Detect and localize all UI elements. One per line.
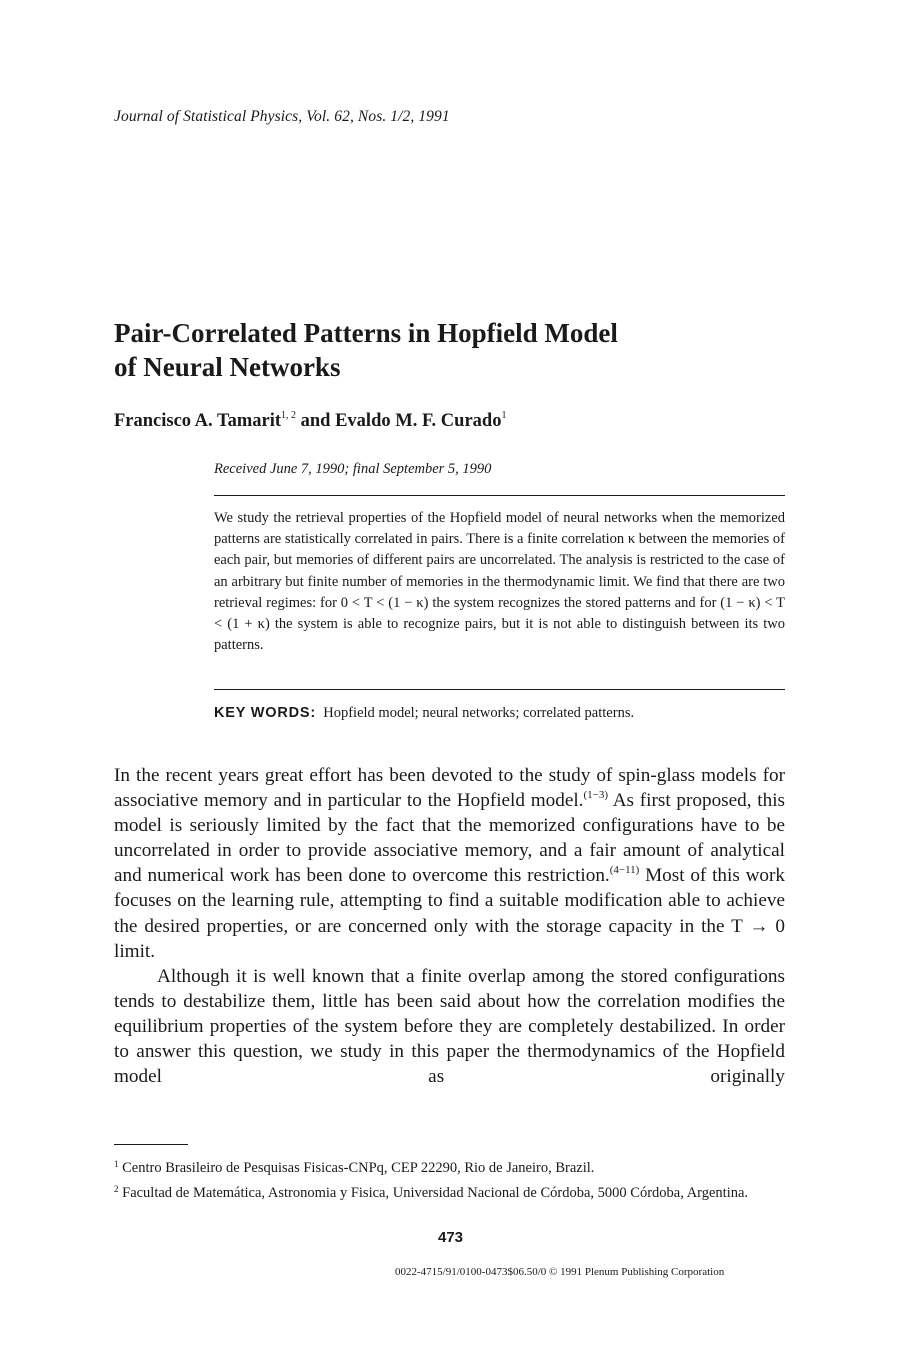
abstract-bottom-rule <box>214 689 785 690</box>
footnote-marker: 1 <box>114 1159 119 1169</box>
author-conjunction: and <box>296 411 336 431</box>
affiliation-marker: 1 <box>501 410 507 421</box>
title-line-2: of Neural Networks <box>114 352 341 382</box>
citation-ref: (1−3) <box>583 789 609 802</box>
citation-ref: (4−11) <box>609 864 640 877</box>
keywords-label: KEY WORDS: <box>214 705 316 721</box>
footnote-marker: 2 <box>114 1184 119 1194</box>
title-line-1: Pair-Correlated Patterns in Hopfield Model <box>114 318 618 348</box>
body-text-span: In the recent years great effort has been devoted to the study of spin-glass models for associative memory and in particular to the Hopfield model. <box>114 765 785 812</box>
paragraph: Although it is well known that a finite overlap among the stored configurations tends to destabilize them, little has been said about how the correlation modifies the equilibrium properties of the system before they are completely destabilized. In order to answer this question, we study in this paper the thermodynamics of the Hopfield model as originally <box>114 965 785 1088</box>
body-text <box>114 763 785 1089</box>
footnote-text: Centro Brasileiro de Pesquisas Fisicas-CNPq, CEP 22290, Rio de Janeiro, Brazil. <box>118 1160 595 1176</box>
abstract-top-rule <box>214 495 785 496</box>
paragraph <box>114 763 785 964</box>
keywords-text: Hopfield model; neural networks; correlated patterns. <box>323 705 635 721</box>
footnote <box>114 1154 785 1179</box>
footnotes <box>114 1154 785 1204</box>
paper-title <box>114 316 814 384</box>
author-name: Evaldo M. F. Curado <box>335 411 502 431</box>
affiliation-marker: 1, 2 <box>281 410 297 421</box>
page-number: 473 <box>437 1229 464 1246</box>
received-dates: Received June 7, 1990; final September 5, 1990 <box>214 461 492 477</box>
footnote-text: Facultad de Matemática, Astronomia y Fisica, Universidad Nacional de Córdoba, 5000 Córdoba, Argentina. <box>118 1185 749 1201</box>
footnote-rule <box>114 1144 188 1145</box>
keywords-line <box>214 705 634 722</box>
footnote <box>114 1179 785 1204</box>
body-text-span: Most of this work focuses on the learning rule, attempting to find a suitable modification able to achieve the desired properties, or are concerned only with the storage capacity in the T → 0 limit. <box>114 865 785 962</box>
author-line <box>114 410 506 432</box>
author-name: Francisco A. Tamarit <box>114 411 282 431</box>
body-text-span: As first proposed, this model is seriously limited by the fact that the memorized configurations have to be uncorrelated in order to provide associative memory, and a fair amount of analytical and numerical work has been done to overcome this restriction. <box>114 790 785 887</box>
abstract-text: We study the retrieval properties of the Hopfield model of neural networks when the memorized patterns are statistically correlated in pairs. There is a finite correlation κ between the memories of each pair, but memories of different pairs are uncorrelated. The analysis is restricted to the case of an arbitrary but finite number of memories in the thermodynamic limit. We find that there are two retrieval regimes: for 0 < T < (1 − κ) the system recognizes the stored patterns and for (1 − κ) < T < (1 + κ) the system is able to recognize pairs, but it is not able to distinguish between its two patterns. <box>214 510 785 654</box>
journal-header: Journal of Statistical Physics, Vol. 62, Nos. 1/2, 1991 <box>114 108 450 125</box>
copyright-line: 0022-4715/91/0100-0473$06.50/0 © 1991 Plenum Publishing Corporation <box>395 1266 725 1278</box>
